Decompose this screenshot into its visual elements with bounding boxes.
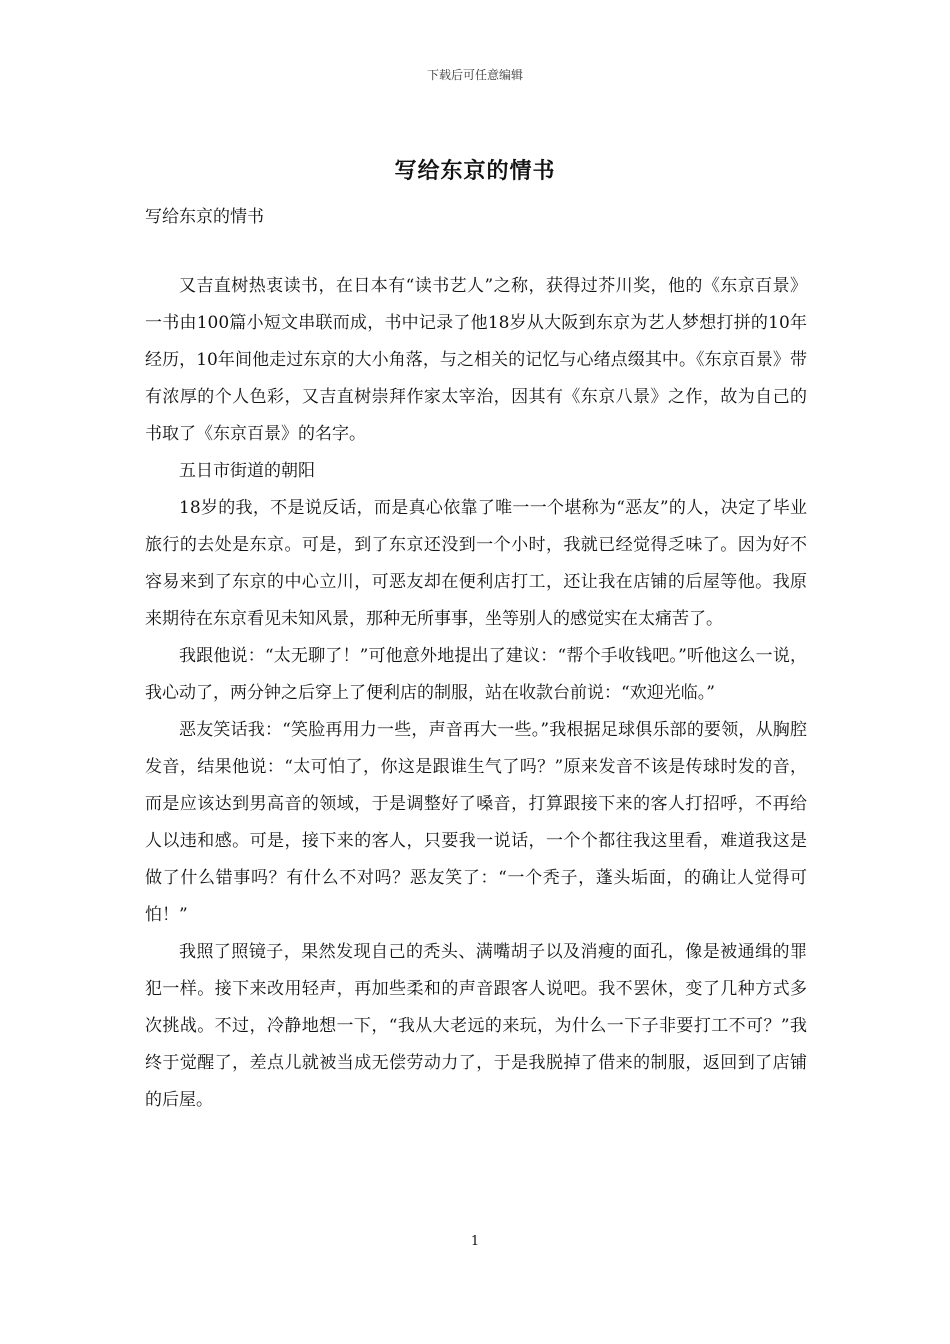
section-heading: 五日市街道的朝阳	[179, 461, 315, 481]
paragraph: 我照了照镜子，果然发现自己的秃头、满嘴胡子以及消瘦的面孔，像是被通缉的罪犯一样。接下来改用轻声，再加些柔和的声音跟客人说吧。我不罢休，变了几种方式多次挑战。不过，冷静地想一下，“我从大老远的来玩，为什么一下子非要打工不可？”我终于觉醒了，差点儿就被当成无偿劳动力了，于是我脱掉了借来的制服，返回到了店铺的后屋。	[145, 942, 807, 1110]
page-number: 1	[470, 1234, 480, 1249]
document-title: 写给东京的情书	[394, 158, 556, 184]
header-note: 下载后可任意编辑	[426, 68, 523, 82]
paragraph-intro: 又吉直树热衷读书，在日本有“读书艺人”之称，获得过芥川奖，他的《东京百景》一书由100篇小短文串联而成，书中记录了他18岁从大阪到东京为艺人梦想打拼的10年经历，10年间他走过东京的大小角落，与之相关的记忆与心绪点缀其中。《东京百景》带有浓厚的个人色彩，又吉直树崇拜作家太宰治，因其有《东京八景》之作，故为自己的书取了《东京百景》的名字。	[145, 276, 807, 444]
document-body	[145, 268, 807, 1119]
document-subtitle: 写给东京的情书	[145, 207, 264, 227]
paragraph: 我跟他说：“太无聊了！”可他意外地提出了建议：“帮个手收钱吧。”听他这么一说，我心动了，两分钟之后穿上了便利店的制服，站在收款台前说：“欢迎光临。”	[145, 646, 807, 703]
paragraph: 18岁的我，不是说反话，而是真心依靠了唯一一个堪称为“恶友”的人，决定了毕业旅行的去处是东京。可是，到了东京还没到一个小时，我就已经觉得乏味了。因为好不容易来到了东京的中心立川，可恶友却在便利店打工，还让我在店铺的后屋等他。我原来期待在东京看见未知风景，那种无所事事，坐等别人的感觉实在太痛苦了。	[145, 498, 807, 629]
paragraph: 恶友笑话我：“笑脸再用力一些，声音再大一些。”我根据足球俱乐部的要领，从胸腔发音，结果他说：“太可怕了，你这是跟谁生气了吗？”原来发音不该是传球时发的音，而是应该达到男高音的领域，于是调整好了嗓音，打算跟接下来的客人打招呼，不再给人以违和感。可是，接下来的客人，只要我一说话，一个个都往我这里看，难道我这是做了什么错事吗？有什么不对吗？恶友笑了：“一个秃子，蓬头垢面，的确让人觉得可怕！”	[145, 720, 807, 925]
